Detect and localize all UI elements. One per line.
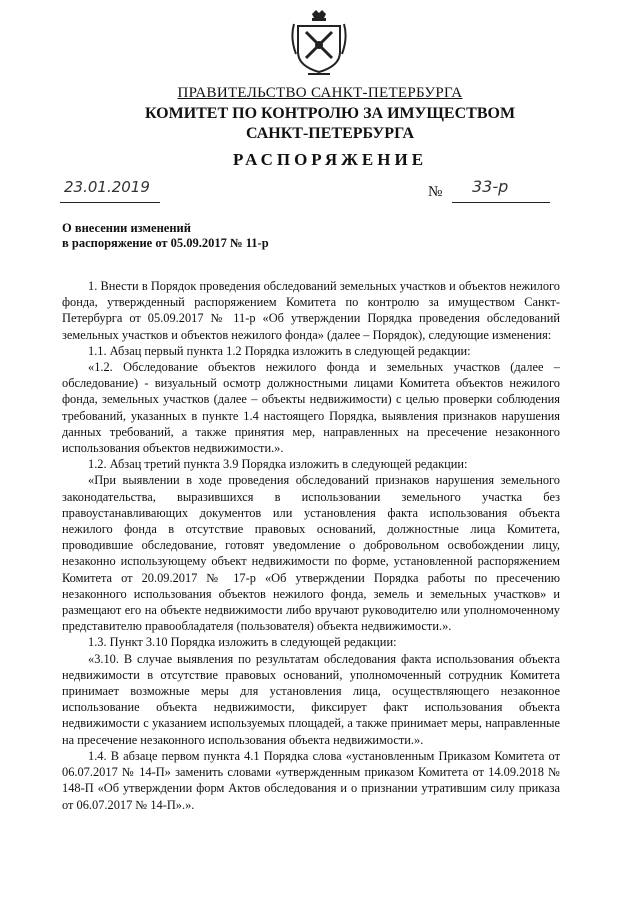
handwritten-number: 33-р [472,177,509,196]
paragraph: 1. Внести в Порядок проведения обследований земельных участков и объектов нежилого фонда, утвержденный распоряжением Комитета по контролю за имуществом Санкт-Петербурга от 05.09.2017 № 11-р «Об утверждении Порядка проведения обследований земельных участков и объектов нежилого фонда» (далее – Порядок), следующие изменения: [62,279,560,342]
document-type-heading: РАСПОРЯЖЕНИЕ [232,150,428,169]
coat-of-arms-icon [290,8,348,78]
number-label: № [428,184,443,200]
paragraph: 1.3. Пункт 3.10 Порядка изложить в следующей редакции: [88,635,397,650]
committee-title-line2: САНКТ-ПЕТЕРБУРГА [245,125,415,142]
date-field [60,180,160,203]
paragraph: 1.1. Абзац первый пункта 1.2 Порядка изложить в следующей редакции: [88,343,471,358]
government-title: ПРАВИТЕЛЬСТВО САНКТ-ПЕТЕРБУРГА [177,85,463,101]
paragraph: «1.2. Обследование объектов нежилого фонда и земельных участков (далее – обследование) - визуальный осмотр должностными лицами Комитета объектов нежилого фонда, земельных участков (далее – объекты недвижимости) с целью проверки соблюдения требований, указанных в пункте 1.4 настоящего Порядка, выявления признаков нарушения данных требований, а также принятия мер, направленных на пресечение незаконного использования объектов недвижимости.». [62,360,560,456]
committee-title [0,104,640,144]
paragraph: 1.4. В абзаце первом пункта 4.1 Порядка слова «установленным Приказом Комитета от 06.07.2017 № 14-П» заменить словами «утвержденным приказом Комитета от 14.09.2018 № 148-П «Об утверждении форм Актов обследования и о признании утратившим силу приказа от 06.07.2017 № 14-П».». [62,748,560,812]
paragraph: «При выявлении в ходе проведения обследований признаков нарушения земельного законодательства, выразившихся в использовании земельного участка без правоустанавливающих документов или установления факта использования объекта нежилого фонда в отсутствие правовых оснований, должностные лица Комитета, проводившие обследование, готовят уведомление о добровольном освобождении лицу, незаконно использующему объект недвижимости по форме, установленной распоряжением Комитета от 20.09.2017 № 17-р «Об утверждении Порядка работы по пресечению незаконного использования объектов нежилого фонда, земель и земельных участков» и размещают его на объекте недвижимости либо вручают руководителю или уполномоченному представителю правообладателя (пользователя) объекта недвижимости.». [62,473,560,634]
subject-line2: в распоряжение от 05.09.2017 № 11-р [62,236,269,250]
paragraph: «3.10. В случае выявления по результатам обследования факта использования объекта недвижимости в отсутствие правовых оснований, уполномоченный сотрудник Комитета принимает возможные меры для установления лица, осуществляющего незаконное использование объекта недвижимости, фиксирует факт использования объекта недвижимости с указанием используемых площадей, а также принимает меры, направленные на пресечение незаконного использования объекта недвижимости.». [62,651,560,747]
subject-line1: О внесении изменений [62,221,191,235]
document-subject [62,221,269,251]
number-field [452,177,550,203]
paragraph: 1.2. Абзац третий пункта 3.9 Порядка изложить в следующей редакции: [88,457,468,472]
handwritten-date: 23.01.2019 [64,178,150,196]
document-body [62,278,560,813]
committee-title-line1: КОМИТЕТ ПО КОНТРОЛЮ ЗА ИМУЩЕСТВОМ [144,105,516,122]
